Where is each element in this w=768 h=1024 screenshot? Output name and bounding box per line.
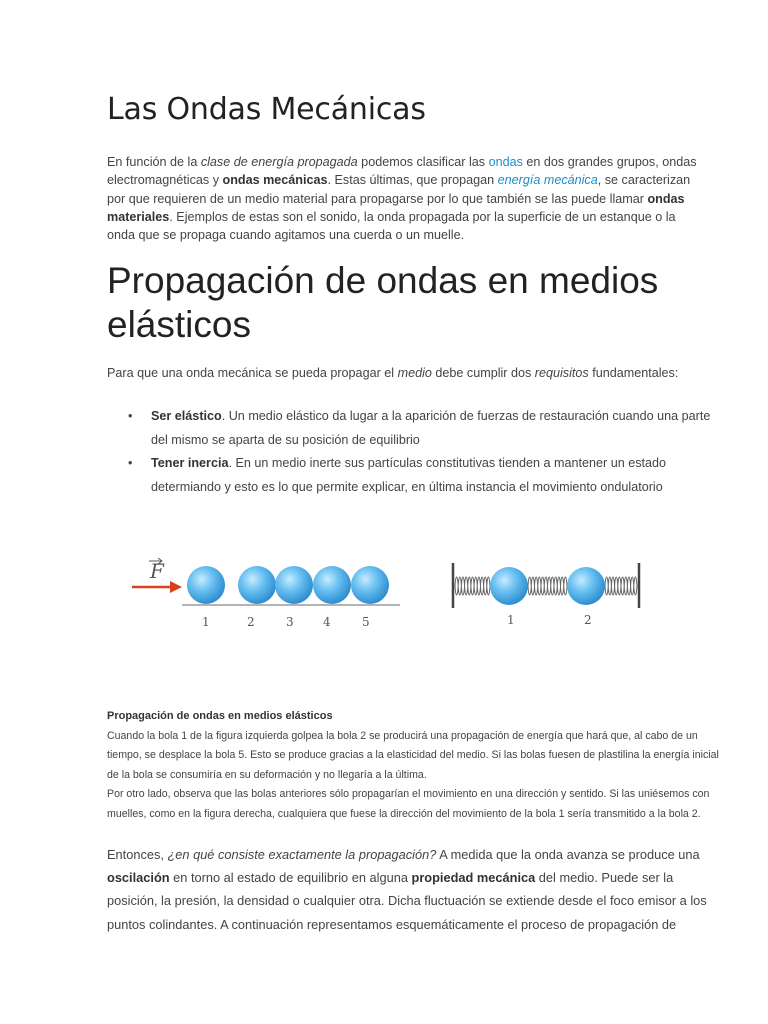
force-arrow-head-icon <box>170 581 182 593</box>
spring-ball-1 <box>490 567 528 605</box>
spring-3-icon <box>605 577 637 595</box>
bullet-icon: • <box>128 456 133 470</box>
requirement-text: . En un medio inerte sus partículas constitutivas tienden a mantener un estado determiando y esto es lo que permite explicar, en última instancia el movimiento ondulatorio <box>151 456 667 494</box>
right-figure <box>453 563 639 627</box>
spring-ball-2 <box>567 567 605 605</box>
intro-text: podemos clasificar las <box>357 155 489 169</box>
req-intro-text: debe cumplir dos <box>431 366 535 380</box>
left-figure <box>132 558 400 629</box>
ball-label: 1 <box>202 615 210 629</box>
ondas-link[interactable]: ondas <box>488 155 523 169</box>
caption-title: Propagación de ondas en medios elásticos <box>107 710 333 722</box>
intro-italic-energy-class: clase de energía propagada <box>200 155 358 169</box>
list-item <box>107 452 717 499</box>
spring-coils <box>455 577 637 595</box>
intro-paragraph <box>107 153 707 244</box>
list-item <box>107 405 717 452</box>
caption-paragraph-2: Por otro lado, observa que las bolas anteriores sólo propagarían el movimiento en una dirección y sentido. Si las uniésemos con muelles, como en la figura derecha, cualquiera que fuese la dirección del movimiento de la bola 1 sería transmitido a la bola 2. <box>107 788 710 820</box>
ball-label: 2 <box>247 615 255 629</box>
requirement-title: Tener inercia <box>151 456 229 470</box>
bullet-icon: • <box>128 409 133 423</box>
req-intro-text: Para que una onda mecánica se pueda propagar el <box>107 366 398 380</box>
figure-caption <box>107 707 725 824</box>
closing-italic-question: ¿en qué consiste exactamente la propagación? <box>167 847 437 862</box>
page-title: Las Ondas Mecánicas <box>107 92 426 127</box>
intro-bold-ondas-mecanicas: ondas mecánicas <box>222 173 328 188</box>
intro-text: En función de la <box>107 155 201 169</box>
ball-2 <box>238 566 276 604</box>
ball-label: 3 <box>286 615 294 629</box>
req-intro-italic-requisitos: requisitos <box>534 366 589 380</box>
ball-label: 5 <box>362 615 370 629</box>
closing-bold-propiedad: propiedad mecánica <box>411 870 536 886</box>
section-heading: Propagación de ondas en medios elásticos <box>107 260 659 345</box>
spring-2-icon <box>528 577 567 595</box>
requirements-intro <box>107 364 727 382</box>
req-intro-text: fundamentales: <box>588 366 679 380</box>
closing-text: del medio. Puede ser la posición, la presión, la densidad o cualquier otra. Dicha fluctuación se extiende desde el foco emisor a los puntos colindantes. A continuación representamos esquemáticamente el proceso de propagación de <box>107 870 707 932</box>
req-intro-italic-medio: medio <box>397 366 432 380</box>
ball-label: 4 <box>323 615 331 629</box>
requirement-title: Ser elástico <box>151 409 222 423</box>
ball-1 <box>187 566 225 604</box>
closing-text: en torno al estado de equilibrio en alguna <box>169 870 412 886</box>
spring-1-icon <box>455 577 490 595</box>
intro-text: , se caracterizan por que requieren de un medio material para propagarse por lo que también se las puede llamar <box>107 173 691 206</box>
requirements-list <box>107 405 717 499</box>
caption-paragraph-1: Cuando la bola 1 de la figura izquierda golpea la bola 2 se producirá una propagación de energía que hará que, al cabo de un tiempo, se desplace la bola 5. Esto se produce gracias a la elasticidad del medio. Si las bolas fuesen de plastilina la energía inicial de la bola se consumiría en su deformación y no llegaría a la última. <box>107 729 719 781</box>
intro-text: . Ejemplos de estas son el sonido, la onda propagada por la superficie de un estanque o la onda que se propaga cuando agitamos una cuerda o un muelle. <box>107 209 676 243</box>
requirement-text: . Un medio elástico da lugar a la aparición de fuerzas de restauración cuando una parte del mismo se aparta de su posición de equilibrio <box>151 409 711 447</box>
force-label: F <box>150 559 164 583</box>
intro-text: en dos grandes grupos, ondas electromagnéticas y <box>107 155 697 188</box>
closing-bold-oscilacion: oscilación <box>107 870 170 886</box>
spring-ball-label: 2 <box>584 613 592 627</box>
closing-text: A medida que la onda avanza se produce una <box>436 847 700 862</box>
ball-4 <box>313 566 351 604</box>
closing-text: Entonces, <box>107 847 168 862</box>
ball-5 <box>351 566 389 604</box>
energia-mecanica-link[interactable]: energía mecánica <box>497 173 598 188</box>
intro-text: . Estas últimas, que propagan <box>327 173 498 188</box>
ball-3 <box>275 566 313 604</box>
balls-springs-figure <box>120 548 660 638</box>
spring-ball-label: 1 <box>507 613 515 627</box>
closing-paragraph <box>107 843 723 936</box>
intro-bold-ondas-materiales: ondas materiales <box>107 191 685 224</box>
